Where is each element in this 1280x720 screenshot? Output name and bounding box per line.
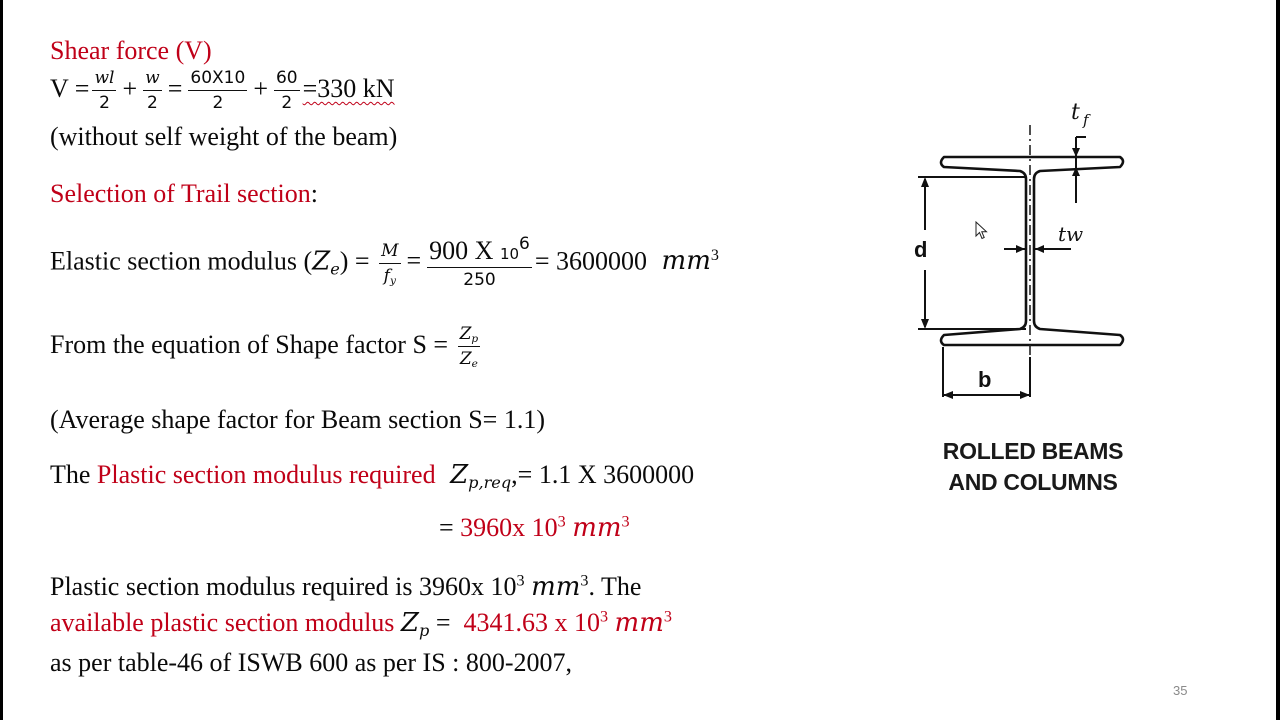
label-b: b — [978, 367, 992, 392]
shear-result: =330 kN — [302, 73, 395, 103]
conclusion-line-2: available plastic section modulus $Z_p = 4341.63$ x $10^3$ $mm^3$ — [50, 608, 672, 640]
i-beam-section-diagram — [908, 95, 1148, 405]
shear-note: (without self weight of the beam) — [50, 122, 398, 151]
conclusion-line-1: Plastic section modulus required is 3960x $10^3$ $mm^3$. The — [50, 572, 642, 602]
conclusion-line-3: as per table-46 of ISWB 600 as per IS : 800-2007, — [50, 648, 573, 677]
diagram-caption: ROLLED BEAMS AND COLUMNS — [942, 438, 1124, 495]
shear-equation: V = $\frac{wl}{2}$ + $\frac{w}{2}$ = $\frac{60X10}{2}$ + $\frac{60}{2}$ =330 kN — [50, 68, 395, 113]
elastic-modulus-equation: Elastic section modulus $(Z_e)$ = $\frac{M}{f_y}$ = $\frac{900 X 10^6}{250}$ = 3600000 $mm^3$ — [50, 233, 719, 290]
plastic-required-result: = 3960x $10^3$ $mm^3$ — [439, 513, 630, 543]
label-d: d — [914, 237, 928, 262]
fraction-900e6-over-250: $\frac{900 X 10^6}{250}$ — [429, 233, 530, 290]
fraction-wl-over-2: $\frac{wl}{2}$ — [94, 68, 115, 113]
fraction-m-over-fy: $\frac{M}{f_y}$ — [381, 240, 399, 287]
average-shape-factor: (Average shape factor for Beam section S= 1.1) — [50, 405, 545, 434]
fraction-zp-over-ze: $\frac{Z_p}{Z_e}$ — [459, 324, 479, 371]
label-tf-sub: f — [1083, 111, 1089, 129]
shape-factor-equation: From the equation of Shape factor S = $\frac{Z_p}{Z_e}$ — [50, 324, 479, 371]
fraction-600-over-2: $\frac{60X10}{2}$ — [190, 68, 246, 113]
fraction-60-over-2: $\frac{60}{2}$ — [275, 68, 298, 113]
trial-section-heading: Selection of Trail section: — [50, 179, 318, 208]
mouse-pointer-icon — [975, 221, 989, 241]
fraction-w-over-2: $\frac{w}{2}$ — [145, 68, 160, 113]
page-number: 35 — [1173, 683, 1188, 698]
slide — [3, 0, 1276, 720]
shear-force-heading: Shear force (V) — [50, 36, 212, 65]
label-tw: tw — [1058, 222, 1084, 246]
plastic-required-equation: The Plastic section modulus required $Z_{p,req},= 1.1$ X 3600000 — [50, 460, 695, 492]
label-tf: t — [1071, 100, 1080, 125]
shear-lhs: V = — [50, 73, 90, 103]
